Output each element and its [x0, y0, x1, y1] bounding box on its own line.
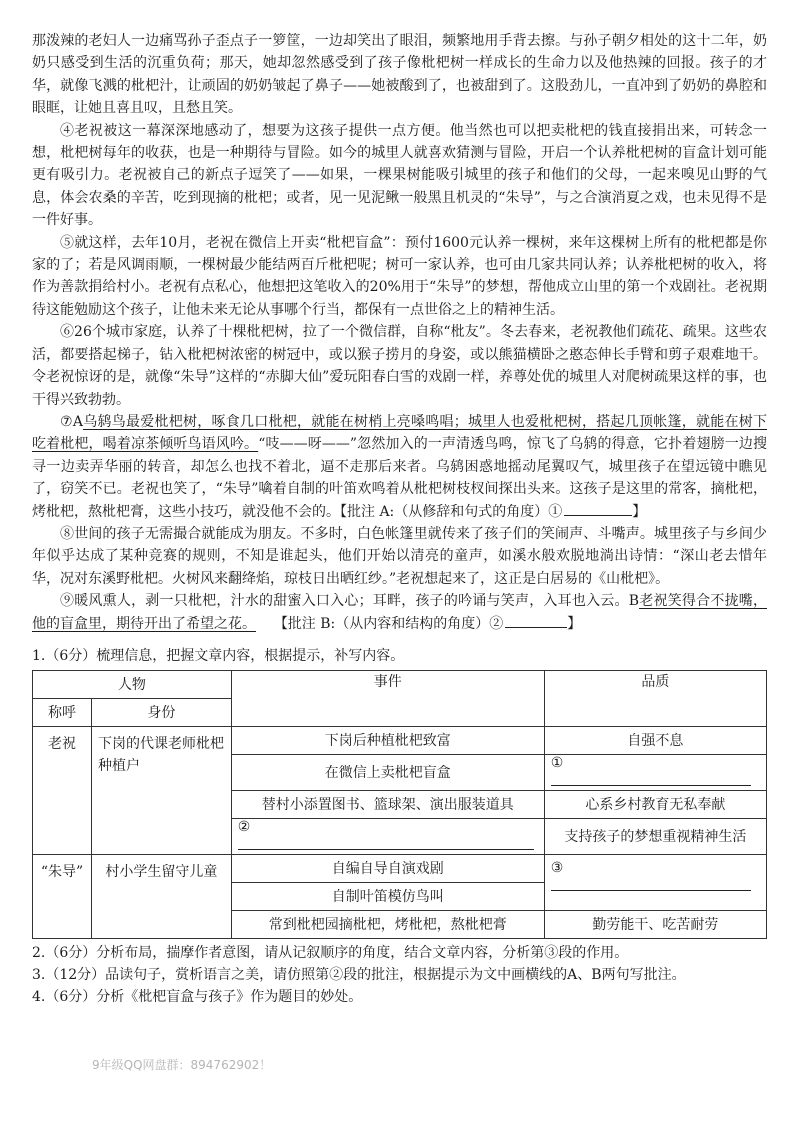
blank-1-label: ①: [550, 754, 564, 771]
laozhu-event-1: 下岗后种植枇杷致富: [231, 726, 544, 754]
annotation-a-blank[interactable]: [564, 501, 632, 516]
paragraph-7-number: ⑦: [60, 413, 73, 430]
laozhu-identity: 下岗的代课老师枇杷种植户: [92, 726, 232, 854]
zhudao-event-2: 自制叶笛模仿鸟叫: [231, 882, 544, 910]
header-person: 人物: [33, 670, 232, 698]
annotation-b-blank[interactable]: [505, 613, 567, 628]
blank-1-line[interactable]: [551, 771, 751, 786]
annotation-b: 【批注 B:（从内容和结构的角度）②: [273, 615, 504, 632]
annotation-b-end: 】: [567, 615, 582, 632]
header-event: 事件: [231, 670, 544, 726]
paragraph-7-rest: “吱——呀——”忽然加入的一声清透鸟鸣，惊飞了乌鸫的得意，它扑着翅膀一边搜寻一边卖弄华丽的转音，却怎么也找不着北，逼不走那后来者。乌鸫困惑地摇动尾翼叹气，城里孩子在望远镜中瞧见了，窃笑不已。老祝也笑了，“朱导”噙着自制的叶笛欢鸣着从枇杷树枝杈间探出头来。这孩子是这里的常客，摘枇杷，烤枇杷，熬枇杷膏，这些小技巧，就没他不会的。: [32, 436, 767, 520]
paragraph-9: [32, 590, 767, 635]
underlined-sentence-a: 乌鸫鸟最爱枇杷树，啄食几口枇杷，就能在树梢上亮嗓鸣唱；城里人也爱枇杷树，搭起几顶帐篷，就能在树下吃着枇杷，喝着凉茶倾听鸟语风吟。: [32, 413, 767, 453]
header-quality: 品质: [544, 670, 766, 726]
paragraph-8: ⑧世间的孩子无需撮合就能成为朋友。不多时，白色帐篷里就传来了孩子们的笑闹声、斗嘴声。城里孩子与乡间少年似乎达成了某种竞赛的规则，不知是谁起头，他们开始以清亮的童声，如溪水般欢脱地淌出诗情：“深山老去惜年华，况对东溪野枇杷。火树风来翻绛焰，琼枝日出晒红纱。”老祝想起来了，这正是白居易的《山枇杷》。: [32, 525, 767, 587]
laozhu-name: 老祝: [33, 726, 92, 854]
paragraph-6: ⑥26个城市家庭，认养了十棵枇杷树，拉了一个微信群，自称“枇友”。冬去春来，老祝教他们疏花、疏果。这些农活，都要搭起梯子，钻入枇杷树浓密的树冠中，或以猴子捞月的身姿，或以熊猫横卧之憨态伸长手臂和剪子艰难地干。令老祝惊讶的是，就像“朱导”这样的“赤脚大仙”爱玩阳春白雪的戏剧一样，养尊处优的城里人对爬树疏果这样的事，也干得兴致勃勃。: [32, 324, 767, 408]
info-table: [32, 670, 767, 939]
blank-2-line[interactable]: [238, 835, 534, 850]
paragraph-9-start: ⑨暖风熏人，剥一只枇杷，汁水的甜蜜入口入心；耳畔，孩子的吟诵与笑声，入耳也入云。: [60, 593, 629, 610]
document-page: [32, 30, 767, 1008]
header-title: 称呼: [33, 698, 92, 726]
watermark: 9年级QQ网盘群：894762902！: [92, 1058, 272, 1072]
question-4: 4.（6分）分析《枇杷盲盒与孩子》作为题目的妙处。: [32, 988, 363, 1005]
laozhu-quality-1: 自强不息: [544, 726, 766, 754]
blank-2-label: ②: [237, 818, 251, 835]
laozhu-quality-3: 心系乡村教育无私奉献: [544, 790, 766, 818]
zhudao-identity: 村小学生留守儿童: [92, 854, 232, 938]
question-1: 1.（6分）梳理信息，把握文章内容，根据提示，补写内容。: [32, 647, 405, 664]
label-a: A: [72, 413, 83, 430]
label-b: B: [628, 593, 640, 610]
header-identity: 身份: [92, 698, 232, 726]
zhudao-event-3: 常到枇杷园摘枇杷，烤枇杷，熬枇杷膏: [231, 910, 544, 938]
zhudao-name: “朱导”: [33, 854, 92, 938]
blank-3-line[interactable]: [551, 876, 751, 891]
laozhu-event-4-cell[interactable]: [231, 818, 544, 854]
zhudao-quality-3: 勤劳能干、吃苦耐劳: [544, 910, 766, 938]
underlined-sentence-b: 老祝笑得合不拢嘴，他的盲盒里，期待开出了希望之花。: [32, 593, 768, 632]
annotation-a: 【批注 A:（从修辞和句式的角度）①: [340, 503, 563, 520]
question-3: 3.（12分）品读句子，赏析语言之美，请仿照第②段的批注，根据提示为文中画横线的A、B两句写批注。: [32, 966, 686, 983]
zhudao-quality-1-cell[interactable]: [544, 854, 766, 910]
laozhu-event-2: 在微信上卖枇杷盲盒: [231, 754, 544, 790]
laozhu-quality-2-cell[interactable]: [544, 754, 766, 790]
paragraph-4: ④老祝被这一幕深深地感动了，想要为这孩子提供一点方便。他当然也可以把卖枇杷的钱直接捐出来，可转念一想，枇杷树每年的收获，也是一种期待与冒险。如今的城里人就喜欢猜测与冒险，开启一个认养枇杷树的盲盒计划可能更有吸引力。老祝被自己的新点子逗笑了——如果，一棵果树能吸引城里的孩子和他们的父母，一起来嗅见山野的气息，体会农桑的辛苦，吃到现摘的枇杷；或者，见一见泥鳅一般黑且机灵的“朱导”，与之合演消夏之戏，也未见得不是一件好事。: [32, 122, 767, 229]
blank-3-label: ③: [550, 859, 564, 876]
laozhu-event-3: 替村小添置图书、篮球架、演出服装道具: [231, 790, 544, 818]
question-2: 2.（6分）分析布局，揣摩作者意图，请从记叙顺序的角度，结合文章内容，分析第③段的作用。: [32, 944, 629, 961]
paragraph-3-continued: 那泼辣的老妇人一边痛骂孙子歪点子一箩筐，一边却笑出了眼泪，频繁地用手背去擦。与孙子朝夕相处的这十二年，奶奶只感受到生活的沉重负荷；那天，她却忽然感受到了孩子像枇杷树一样成长的生命力以及他热辣的回报。孩子的才华，就像飞溅的枇杷汁，让顽固的奶奶皱起了鼻子——她被酸到了，也被甜到了。这股劲儿，一直冲到了奶奶的鼻腔和眼眶，让她且喜且叹，且愁且笑。: [32, 33, 767, 117]
paragraph-7: [32, 411, 767, 523]
paragraph-5: ⑤就这样，去年10月，老祝在微信上开卖“枇杷盲盒”：预付1600元认养一棵树，来年这棵树上所有的枇杷都是你家的了；若是风调雨顺，一棵树最少能结两百斤枇杷呢；树可一家认养，也可由几家共同认养；认养枇杷树的收入，将作为善款捐给村小。老祝有点私心，他想把这笔收入的20%用于“朱导”的梦想，帮他成立山里的第一个戏剧社。老祝期待这能勉励这个孩子，让他未来无论从事哪个行当，都保有一点世俗之上的精神生活。: [32, 234, 767, 318]
annotation-a-end: 】: [632, 503, 647, 520]
zhudao-event-1: 自编自导自演戏剧: [231, 854, 544, 882]
laozhu-quality-4: 支持孩子的梦想重视精神生活: [544, 818, 766, 854]
